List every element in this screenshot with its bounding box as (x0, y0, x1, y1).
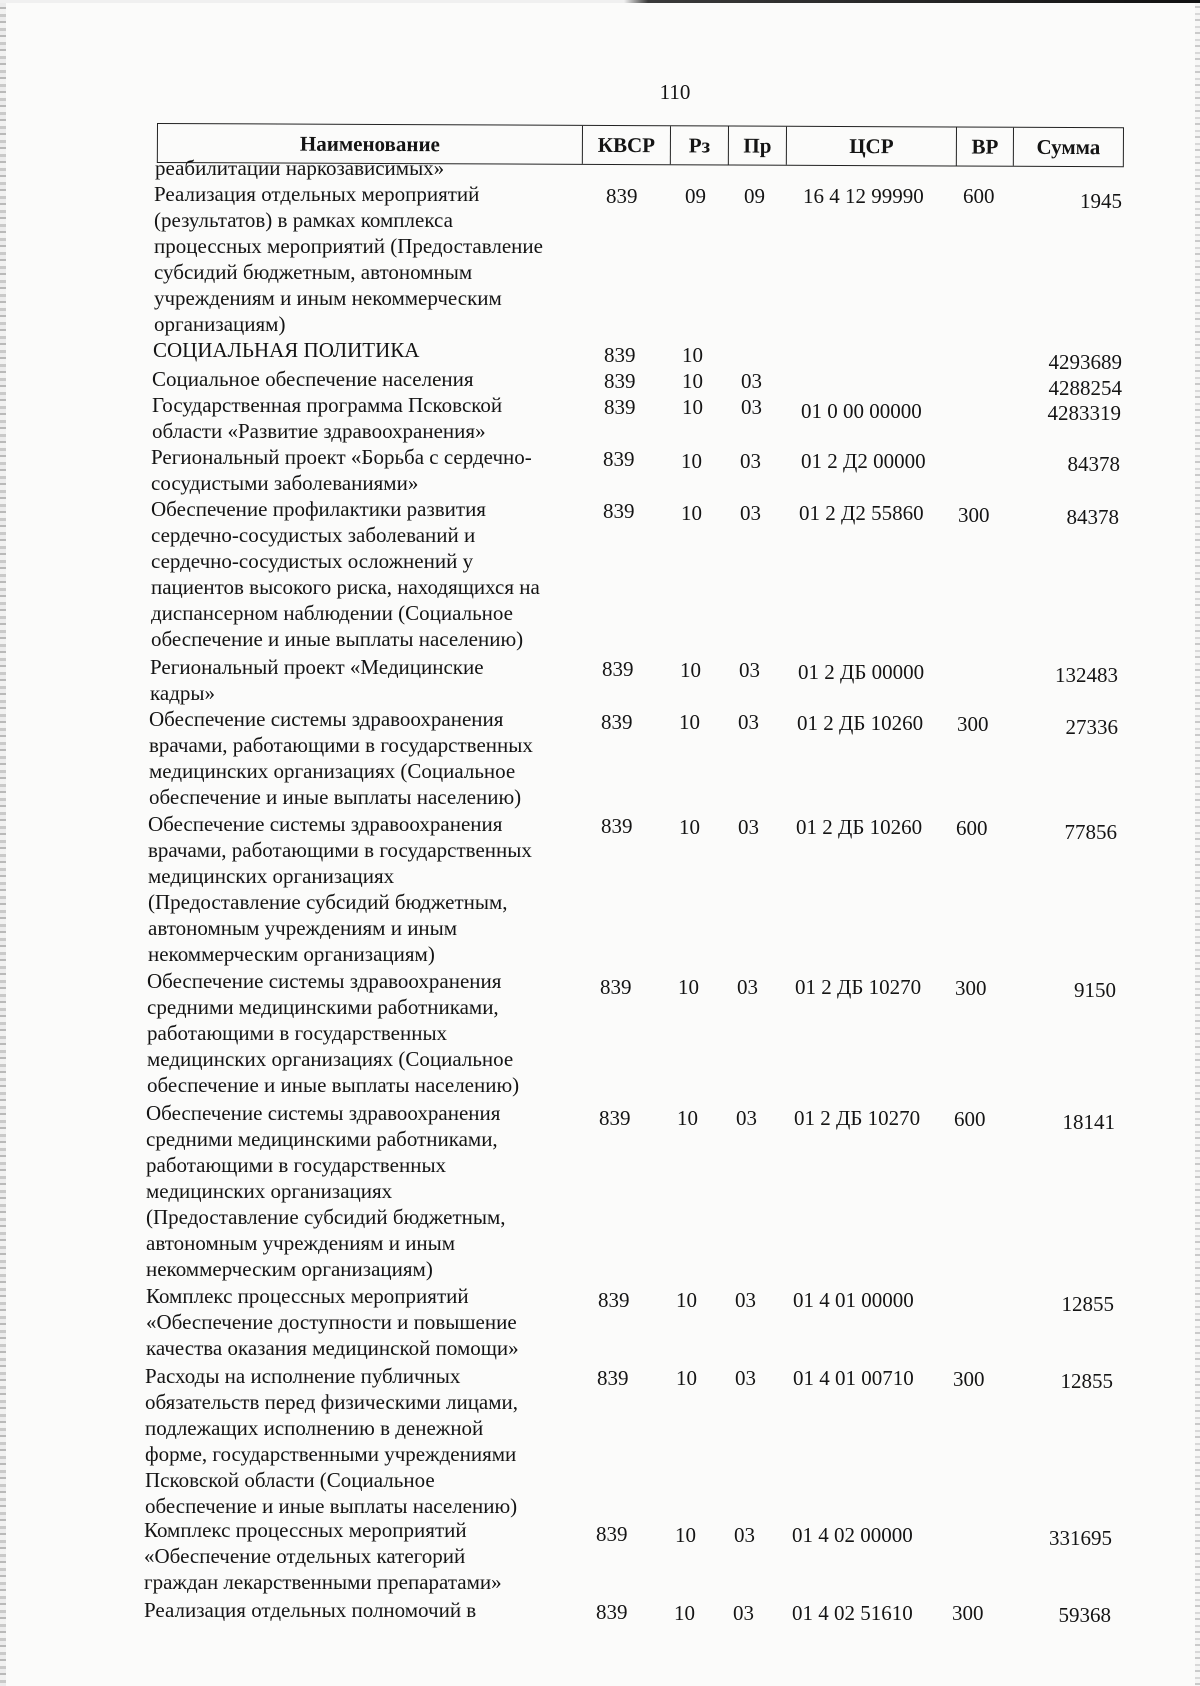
row-vr: 300 (953, 1367, 985, 1391)
row-sum: 9150 (1074, 978, 1116, 1002)
row-vr: 600 (956, 816, 988, 840)
row-rz: 10 (679, 815, 700, 839)
row-name: Обеспечение профилактики развития сердечно-сосудистых заболеваний и сердечно-сосудистых осложнений у пациентов высокого риска, находящихся на диспансерном наблюдении (Социальное обеспечение и иные выплаты населению) (151, 497, 540, 651)
row-name: Обеспечение системы здравоохранения врачами, работающими в государственных медицинских организациях (Социальное обеспечение и иные выплаты населению) (149, 707, 533, 809)
row-sum: 1945 (1080, 189, 1122, 213)
row-name: Расходы на исполнение публичных обязательств перед физическими лицами, подлежащих исполнению в денежной форме, государственными учреждениями Псковской области (Социальное обеспечение и иные выплаты населению) (145, 1364, 519, 1518)
row-csr: 01 4 02 00000 (792, 1523, 913, 1547)
row-name: Реализация отдельных мероприятий (результатов) в рамках комплекса процессных мероприятий (Предоставление субсидий бюджетным, автономным учреждениям и иным некоммерческим организациям) (154, 182, 543, 336)
row-sum: 12855 (1061, 1292, 1114, 1316)
row-rz: 10 (680, 658, 701, 682)
row-sum: 18141 (1062, 1110, 1115, 1134)
row-csr: 01 2 Д2 00000 (801, 449, 926, 473)
row-kvsr: 839 (596, 1522, 628, 1546)
header-pr: Пр (729, 126, 787, 164)
row-kvsr: 839 (604, 369, 636, 393)
row-sum: 12855 (1060, 1369, 1113, 1393)
row-kvsr: 839 (603, 499, 635, 523)
row-rz: 10 (676, 1288, 697, 1312)
row-sum: 84378 (1066, 505, 1119, 529)
header-csr: ЦСР (787, 127, 957, 166)
row-kvsr: 839 (603, 447, 635, 471)
row-vr: 300 (957, 712, 989, 736)
header-vr: ВР (957, 127, 1014, 165)
row-rz: 10 (677, 1106, 698, 1130)
row-rz: 10 (679, 710, 700, 734)
row-csr: 01 2 Д2 55860 (799, 501, 924, 525)
row-kvsr: 839 (602, 657, 634, 681)
row-name: Комплекс процессных мероприятий «Обеспечение отдельных категорий граждан лекарственными препаратами» (144, 1518, 502, 1594)
row-sum: 4283319 (1047, 401, 1121, 425)
row-name: Социальное обеспечение населения (152, 367, 474, 391)
row-csr: 01 4 02 51610 (792, 1601, 913, 1625)
row-kvsr: 839 (606, 184, 638, 208)
header-sum: Сумма (1036, 134, 1101, 159)
row-sum: 331695 (1049, 1526, 1112, 1550)
row-name: Комплекс процессных мероприятий «Обеспечение доступности и повышение качества оказания медицинской помощи» (146, 1284, 519, 1360)
row-kvsr: 839 (601, 814, 633, 838)
row-sum: 4288254 (1048, 376, 1122, 400)
row-kvsr: 839 (597, 1366, 629, 1390)
row-vr: 600 (963, 184, 995, 208)
header-name: Наименование (158, 124, 583, 164)
row-kvsr: 839 (604, 343, 636, 367)
row-name: Региональный проект «Борьба с сердечно- сосудистыми заболеваниями» (151, 445, 532, 495)
row-csr: 01 2 ДБ 00000 (798, 660, 925, 684)
row-csr: 01 4 01 00000 (793, 1288, 914, 1312)
row-name: Обеспечение системы здравоохранения врачами, работающими в государственных медицинских организациях (Предоставление субсидий бюджетным, автономным учреждениям и иным некоммерческим организациям) (148, 812, 532, 966)
row-name: Региональный проект «Медицинские кадры» (150, 655, 484, 705)
row-pr: 03 (737, 975, 758, 999)
row-vr: 300 (958, 503, 990, 527)
row-sum: 77856 (1064, 820, 1117, 844)
row-pr: 03 (733, 1601, 754, 1625)
row-name: Обеспечение системы здравоохранения средними медицинскими работниками, работающими в государственных медицинских организациях (Предоставление субсидий бюджетным, автономным учреждениям и иным некоммерческим организациям) (146, 1101, 506, 1281)
row-kvsr: 839 (596, 1600, 628, 1624)
row-name: Реализация отдельных полномочий в (144, 1598, 477, 1622)
row-pr: 03 (738, 815, 759, 839)
row-name: СОЦИАЛЬНАЯ ПОЛИТИКА (153, 338, 420, 362)
row-pr: 03 (735, 1288, 756, 1312)
row-sum: 59368 (1058, 1603, 1111, 1627)
row-rz: 10 (682, 369, 703, 393)
row-sum: 132483 (1055, 663, 1118, 687)
row-rz: 10 (675, 1523, 696, 1547)
row-rz: 09 (685, 184, 706, 208)
row-pr: 03 (734, 1523, 755, 1547)
page-number: 110 (659, 80, 691, 104)
row-pr: 03 (739, 658, 760, 682)
header-kvsr: КВСР (583, 126, 671, 164)
row-csr: 01 0 00 00000 (801, 399, 922, 423)
header-rz: Рз (671, 126, 729, 164)
row-sum: 27336 (1065, 715, 1118, 739)
row-pr: 09 (744, 184, 765, 208)
row-pr: 03 (738, 710, 759, 734)
row-name: реабилитации наркозависимых» (155, 156, 445, 180)
row-rz: 10 (676, 1366, 697, 1390)
row-csr: 01 2 ДБ 10260 (796, 815, 923, 839)
row-pr: 03 (740, 449, 761, 473)
row-rz: 10 (674, 1601, 695, 1625)
row-rz: 10 (682, 343, 703, 367)
row-csr: 01 4 01 00710 (793, 1366, 914, 1390)
row-sum: 4293689 (1048, 350, 1122, 374)
row-rz: 10 (678, 975, 699, 999)
row-pr: 03 (735, 1366, 756, 1390)
row-sum: 84378 (1067, 452, 1120, 476)
row-pr: 03 (740, 501, 761, 525)
row-pr: 03 (736, 1106, 757, 1130)
row-vr: 300 (955, 976, 987, 1000)
row-rz: 10 (681, 449, 702, 473)
row-kvsr: 839 (600, 975, 632, 999)
row-rz: 10 (682, 395, 703, 419)
row-rz: 10 (681, 501, 702, 525)
row-vr: 600 (954, 1107, 986, 1131)
row-kvsr: 839 (599, 1106, 631, 1130)
row-kvsr: 839 (604, 395, 636, 419)
row-csr: 01 2 ДБ 10270 (795, 975, 922, 999)
row-csr: 01 2 ДБ 10270 (794, 1106, 921, 1130)
row-kvsr: 839 (598, 1288, 630, 1312)
row-pr: 03 (741, 395, 762, 419)
row-name: Государственная программа Псковской области «Развитие здравоохранения» (152, 393, 503, 443)
row-vr: 300 (952, 1601, 984, 1625)
row-name: Обеспечение системы здравоохранения средними медицинскими работниками, работающими в государственных медицинских организациях (Социальное обеспечение и иные выплаты населению) (147, 969, 520, 1097)
row-csr: 16 4 12 99990 (803, 184, 924, 208)
row-kvsr: 839 (601, 710, 633, 734)
row-csr: 01 2 ДБ 10260 (797, 711, 924, 735)
row-pr: 03 (741, 369, 762, 393)
